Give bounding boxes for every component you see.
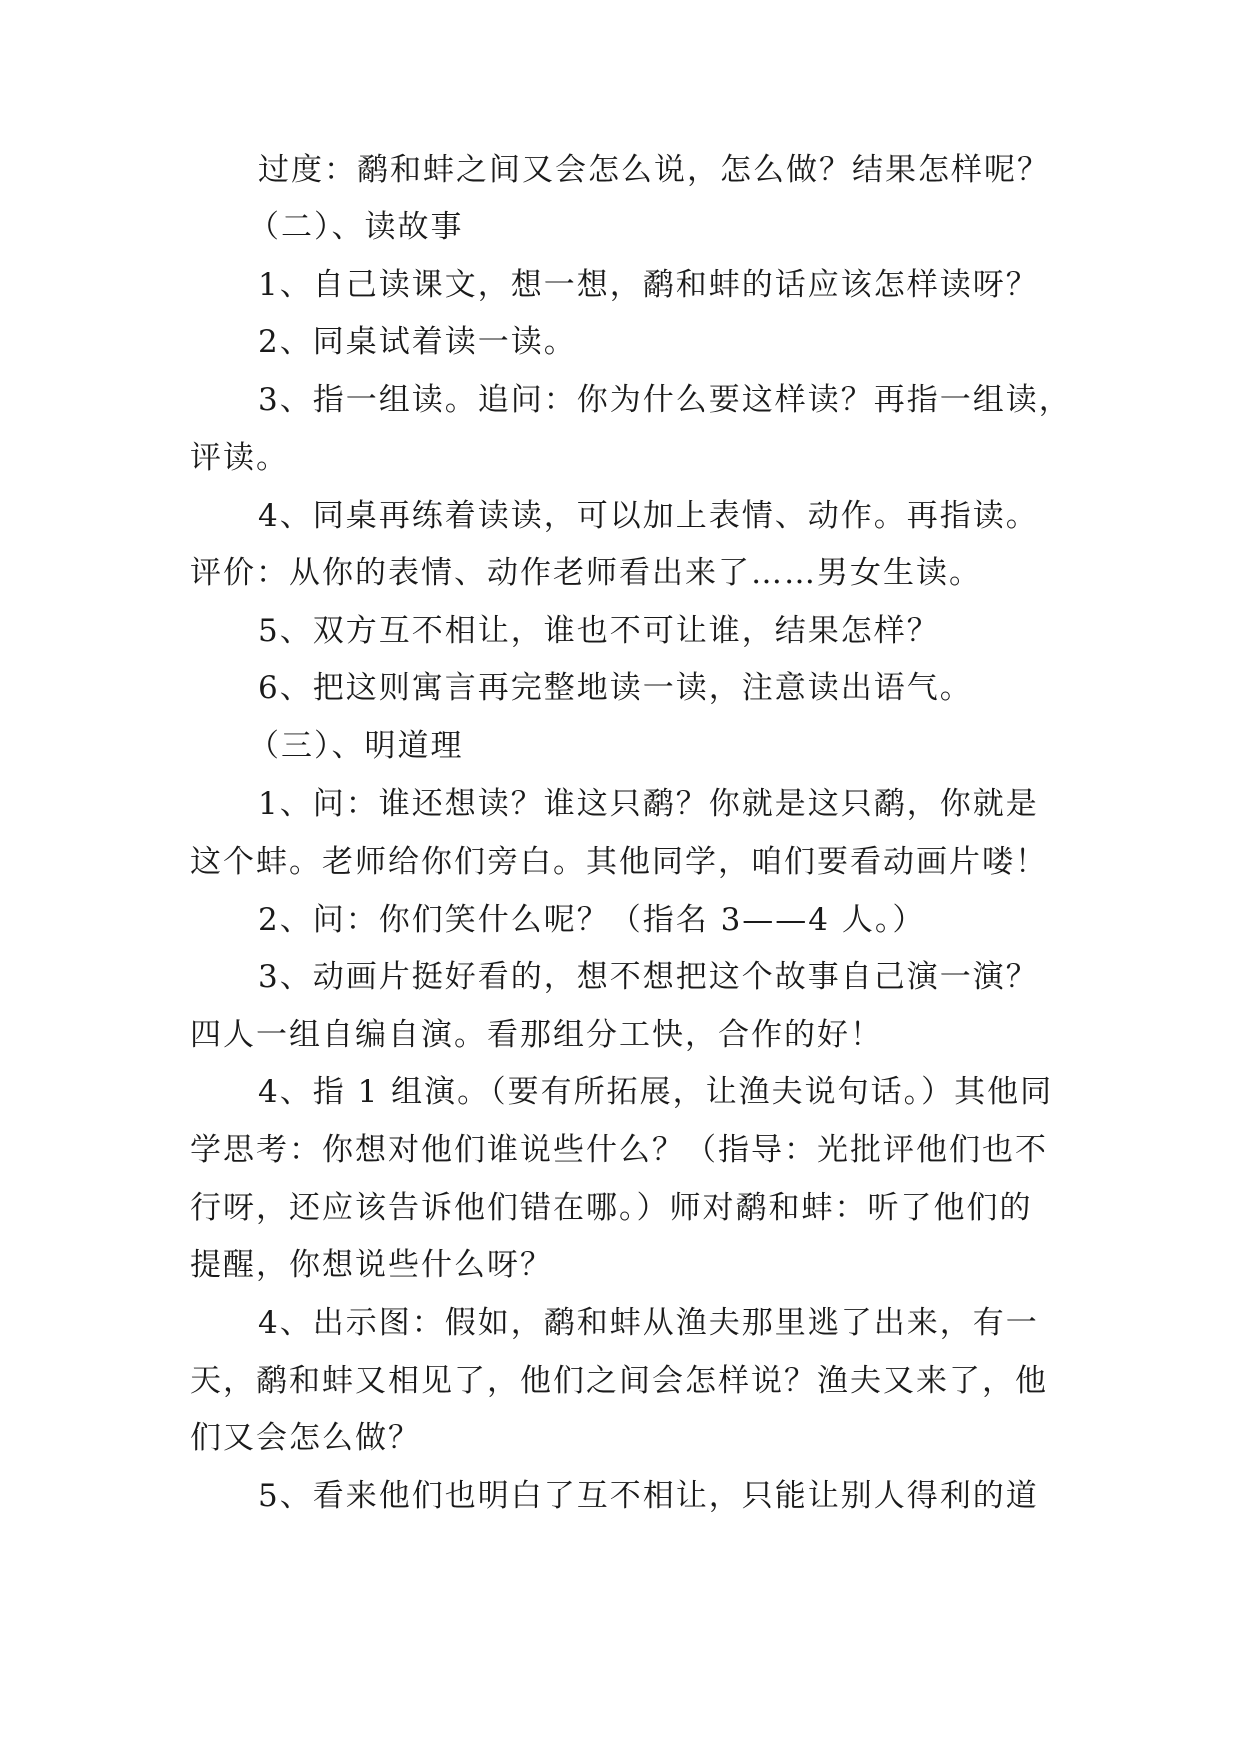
section-heading-understand-moral: （三）、明道理: [248, 728, 464, 764]
moral-step-3-continuation: 四人一组自编自演。看那组分工快，合作的好！: [190, 1017, 883, 1053]
step-3-group-read: 3、指一组读。追问：你为什么要这样读？再指一组读，: [258, 382, 1072, 418]
moral-step-4-continuation-3: 提醒，你想说些什么呀？: [190, 1247, 553, 1283]
transition-line: 过度：鹬和蚌之间又会怎么说，怎么做？结果怎样呢？: [258, 152, 1050, 188]
step-1-read-text: 1、自己读课文，想一想，鹬和蚌的话应该怎样读呀？: [258, 267, 1039, 303]
step-5-no-yield: 5、双方互不相让，谁也不可让谁，结果怎样？: [258, 613, 940, 649]
step-2-partner-read: 2、同桌试着读一读。: [258, 324, 577, 360]
moral-step-4-continuation-1: 学思考：你想对他们谁说些什么？（指导：光批评他们也不: [190, 1132, 1048, 1168]
moral-step-1-continuation: 这个蚌。老师给你们旁白。其他同学，咱们要看动画片喽！: [190, 844, 1048, 880]
step-4-continuation: 评价：从你的表情、动作老师看出来了……男女生读。: [190, 555, 982, 591]
moral-step-4: 4、指 1 组演。（要有所拓展，让渔夫说句话。）其他同: [258, 1074, 1054, 1110]
moral-step-4b-continuation-1: 天，鹬和蚌又相见了，他们之间会怎样说？渔夫又来了，他: [190, 1363, 1048, 1399]
step-3-continuation: 评读。: [190, 440, 289, 476]
moral-step-3: 3、动画片挺好看的，想不想把这个故事自己演一演？: [258, 959, 1039, 995]
section-heading-read-story: （二）、读故事: [248, 209, 464, 245]
step-4-practice-read: 4、同桌再练着读读，可以加上表情、动作。再指读。: [258, 498, 1039, 534]
moral-step-2: 2、问：你们笑什么呢？（指名 3——4 人。）: [258, 902, 926, 938]
step-6-complete-read: 6、把这则寓言再完整地读一读，注意读出语气。: [258, 670, 973, 706]
moral-step-4b-continuation-2: 们又会怎么做？: [190, 1420, 421, 1456]
moral-step-4-continuation-2: 行呀，还应该告诉他们错在哪。）师对鹬和蚌：听了他们的: [190, 1190, 1033, 1226]
moral-step-4b: 4、出示图：假如，鹬和蚌从渔夫那里逃了出来，有一: [258, 1305, 1039, 1341]
moral-step-5: 5、看来他们也明白了互不相让，只能让别人得利的道: [258, 1478, 1039, 1514]
moral-step-1: 1、问：谁还想读？谁这只鹬？你就是这只鹬，你就是: [258, 786, 1039, 822]
